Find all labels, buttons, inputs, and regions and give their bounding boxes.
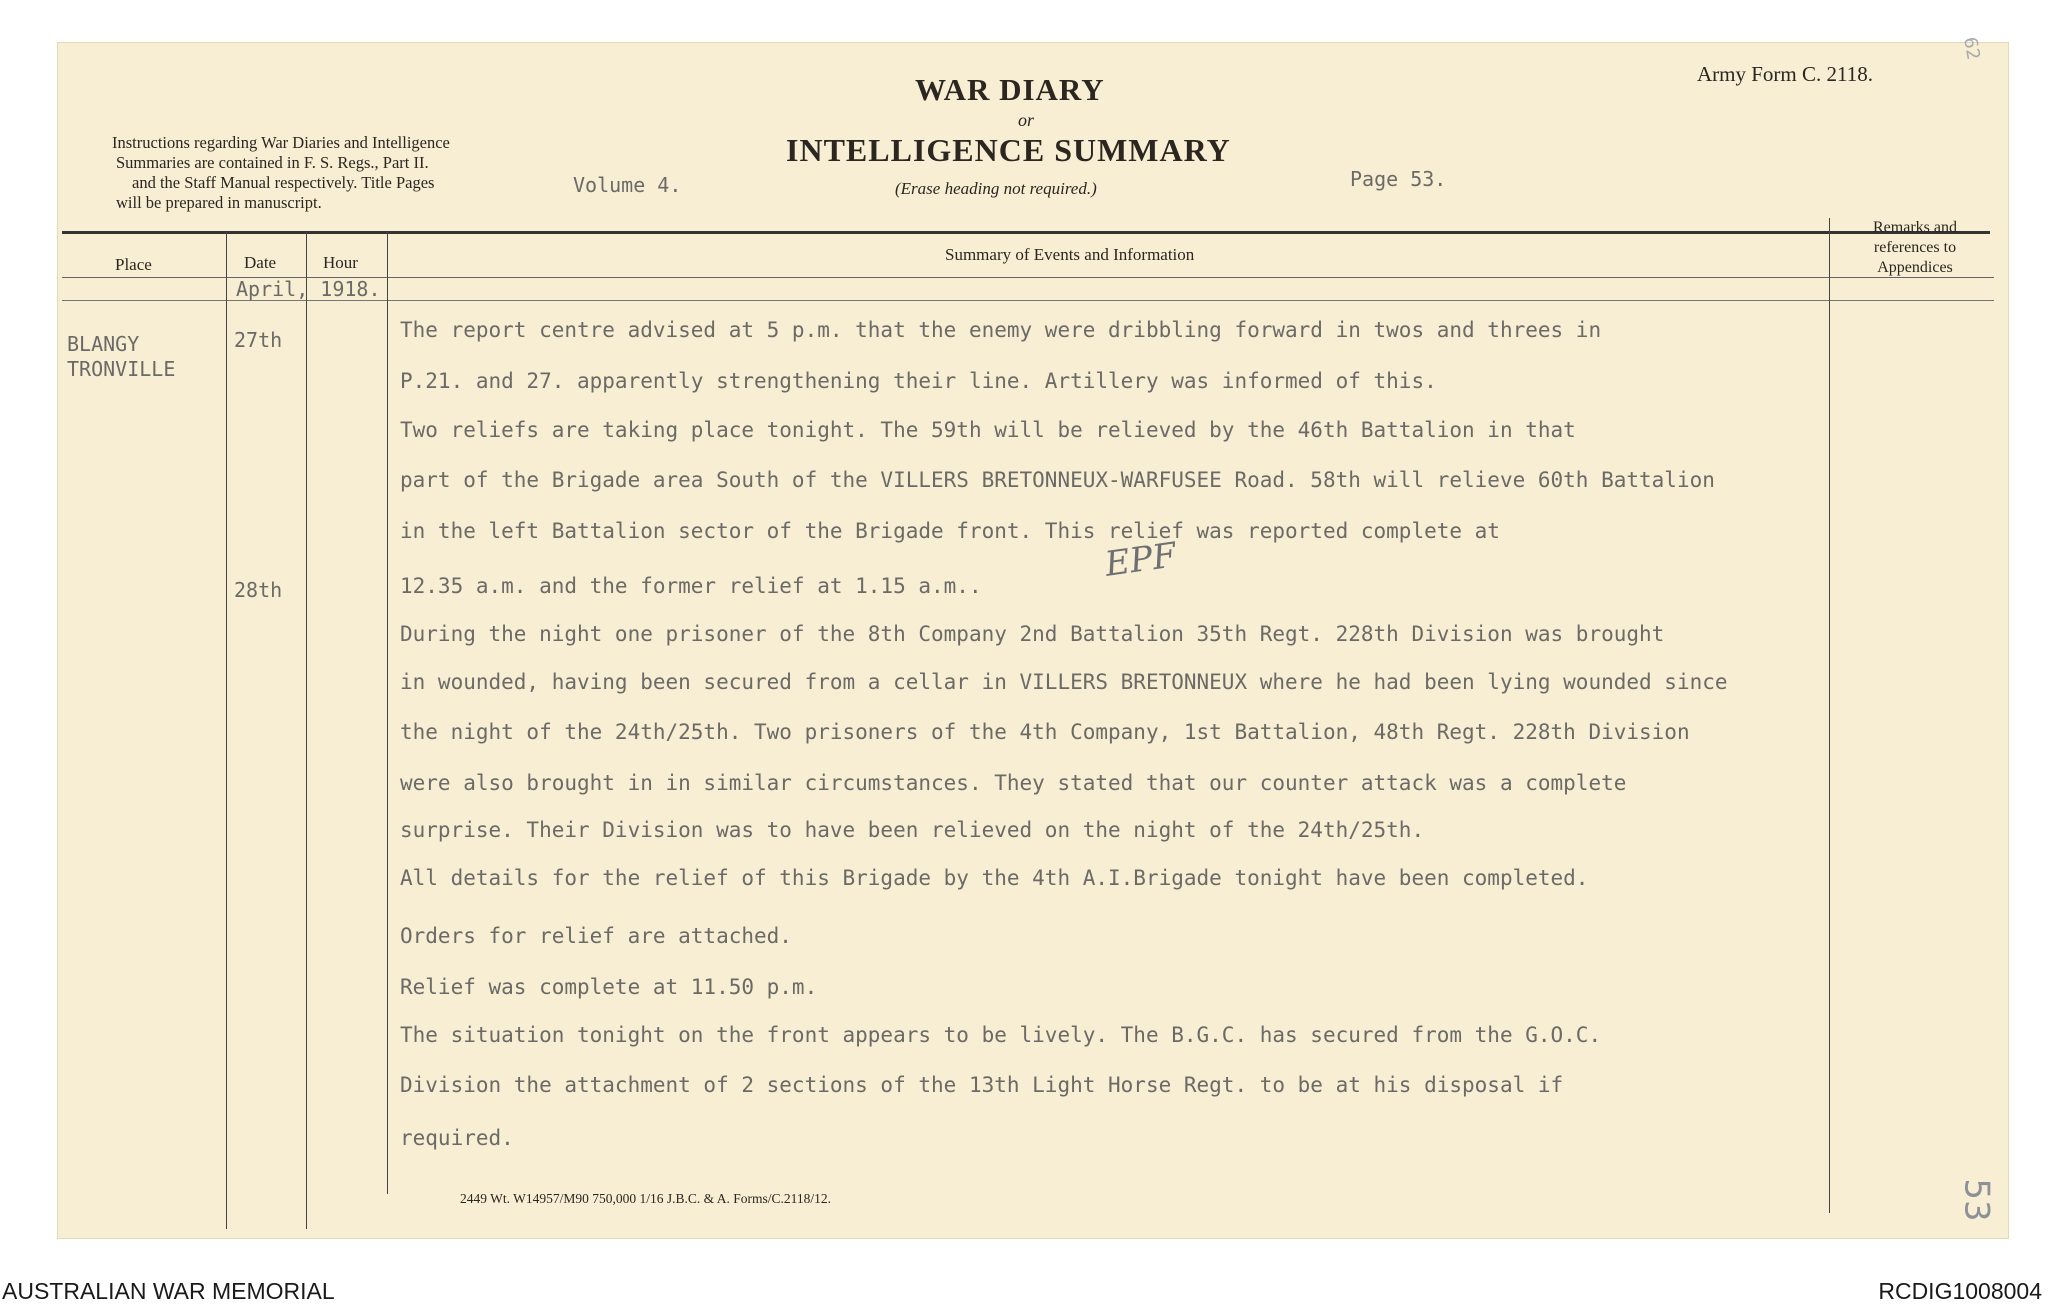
summary-line: in wounded, having been secured from a cellar in VILLERS BRETONNEUX where he had been lying wounded since: [400, 670, 1728, 694]
instructions-line: Summaries are contained in F. S. Regs., Part II.: [116, 153, 429, 172]
place-line: BLANGY: [67, 332, 140, 356]
table-top-rule: [62, 231, 1990, 234]
place-name: [67, 332, 175, 382]
title-or: or: [1018, 110, 1035, 130]
date-28th: 28th: [234, 578, 283, 602]
summary-line: During the night one prisoner of the 8th Company 2nd Battalion 35th Regt. 228th Division was brought: [400, 622, 1665, 646]
column-header-remarks: [1840, 218, 1990, 278]
column-divider: [306, 232, 307, 1229]
summary-line: All details for the relief of this Brigade by the 4th A.I.Brigade tonight have been completed.: [400, 866, 1589, 890]
remarks-header-line: Appendices: [1877, 259, 1953, 276]
remarks-header-line: Remarks and: [1873, 219, 1957, 236]
summary-line: surprise. Their Division was to have been relieved on the night of the 24th/25th.: [400, 818, 1425, 842]
printer-imprint: 2449 Wt. W14957/M90 750,000 1/16 J.B.C. & A. Forms/C.2118/12.: [460, 1191, 832, 1206]
date-27th: 27th: [234, 328, 283, 352]
archive-caption: AUSTRALIAN WAR MEMORIAL: [2, 1278, 335, 1304]
instructions-line: Instructions regarding War Diaries and Intelligence: [112, 133, 450, 152]
column-header-place: Place: [115, 255, 152, 274]
summary-line: 12.35 a.m. and the former relief at 1.15 a.m..: [400, 574, 982, 598]
archive-reference: RCDIG1008004: [1878, 1278, 2042, 1304]
page-number: Page 53.: [1350, 167, 1447, 191]
summary-line: the night of the 24th/25th. Two prisoners of the 4th Company, 1st Battalion, 48th Regt. 228th Division: [400, 720, 1690, 744]
army-form-label: Army Form C. 2118.: [1697, 62, 1873, 86]
corner-mark: 62: [1959, 35, 1984, 62]
instructions-line: will be prepared in manuscript.: [116, 193, 322, 212]
volume-number: Volume 4.: [573, 173, 682, 197]
column-divider: [226, 232, 227, 1229]
summary-line: required.: [400, 1126, 514, 1150]
erase-note: (Erase heading not required.): [895, 179, 1097, 198]
column-divider: [1829, 218, 1830, 1213]
column-header-date: Date: [244, 253, 277, 272]
summary-line: The situation tonight on the front appears to be lively. The B.G.C. has secured from the G.O.C.: [400, 1023, 1602, 1047]
column-header-hour: Hour: [323, 253, 358, 272]
title-intelligence-summary: INTELLIGENCE SUMMARY: [786, 132, 1231, 168]
column-header-summary: Summary of Events and Information: [945, 245, 1195, 264]
margin-page-number: 53: [1956, 1178, 1997, 1222]
summary-line: Two reliefs are taking place tonight. The 59th will be relieved by the 46th Battalion in that: [400, 418, 1576, 442]
handwritten-initials: EPF: [1102, 535, 1179, 585]
summary-line: Orders for relief are attached.: [400, 924, 792, 948]
summary-line: Relief was complete at 11.50 p.m.: [400, 975, 818, 999]
summary-line: were also brought in in similar circumstances. They stated that our counter attack was a complete: [400, 771, 1627, 795]
instructions-line: and the Staff Manual respectively. Title Pages: [132, 173, 435, 192]
title-war-diary: WAR DIARY: [915, 72, 1105, 107]
summary-line: part of the Brigade area South of the VILLERS BRETONNEUX-WARFUSEE Road. 58th will relieve 60th Battalion: [400, 468, 1715, 492]
summary-line: The report centre advised at 5 p.m. that the enemy were dribbling forward in twos and threes in: [400, 318, 1602, 342]
summary-line: in the left Battalion sector of the Brigade front. This relief was reported complete at: [400, 519, 1500, 543]
column-divider: [387, 232, 388, 1194]
instructions-block: [112, 133, 450, 213]
place-line: TRONVILLE: [67, 357, 176, 381]
summary-line: P.21. and 27. apparently strengthening their line. Artillery was informed of this.: [400, 369, 1437, 393]
remarks-header-line: references to: [1873, 239, 1957, 256]
summary-line: Division the attachment of 2 sections of the 13th Light Horse Regt. to be at his disposal if: [400, 1073, 1564, 1097]
month-year: April, 1918.: [236, 277, 381, 301]
